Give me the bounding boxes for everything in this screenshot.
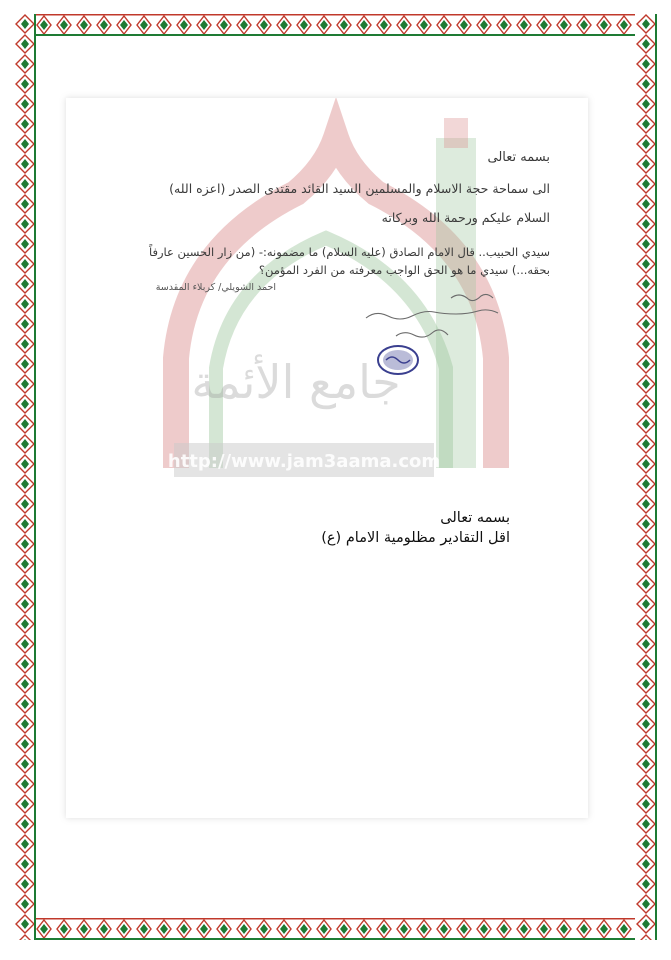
scanned-letter — [66, 98, 588, 818]
decorative-border-bottom — [14, 918, 657, 940]
watermark-logo — [66, 98, 588, 818]
letter-question: سيدي الحبيب.. قال الامام الصادق (عليه السلام) ما مضمونه:- (من زار الحسين عارفاً بحقه...) سيدي ما هو الحق الواجب معرفته من الفرد المؤمن؟ — [148, 245, 550, 277]
typed-reply-text: اقل التقادير مظلومية الامام (ع) — [321, 530, 510, 546]
letter-basmala: بسمه تعالى — [487, 150, 550, 165]
decorative-border-top — [14, 14, 657, 36]
official-seal — [378, 346, 418, 374]
watermark-url: http://www.jam3aama.com — [167, 451, 441, 472]
decorative-border-right — [635, 14, 657, 940]
handwritten-reply — [356, 288, 506, 378]
decorative-border-left — [14, 14, 36, 940]
typed-reply-heading: بسمه تعالى — [440, 510, 510, 526]
letter-address: الى سماحة حجة الاسلام والمسلمين السيد القائد مقتدى الصدر (اعزه الله) — [169, 181, 550, 196]
letter-sender: احمد الشويلي/ كربلاء المقدسة — [155, 282, 276, 293]
watermark-logo-text: جامع الأئمة — [191, 355, 401, 409]
letter-greeting: السلام عليكم ورحمة الله وبركاته — [381, 210, 550, 225]
